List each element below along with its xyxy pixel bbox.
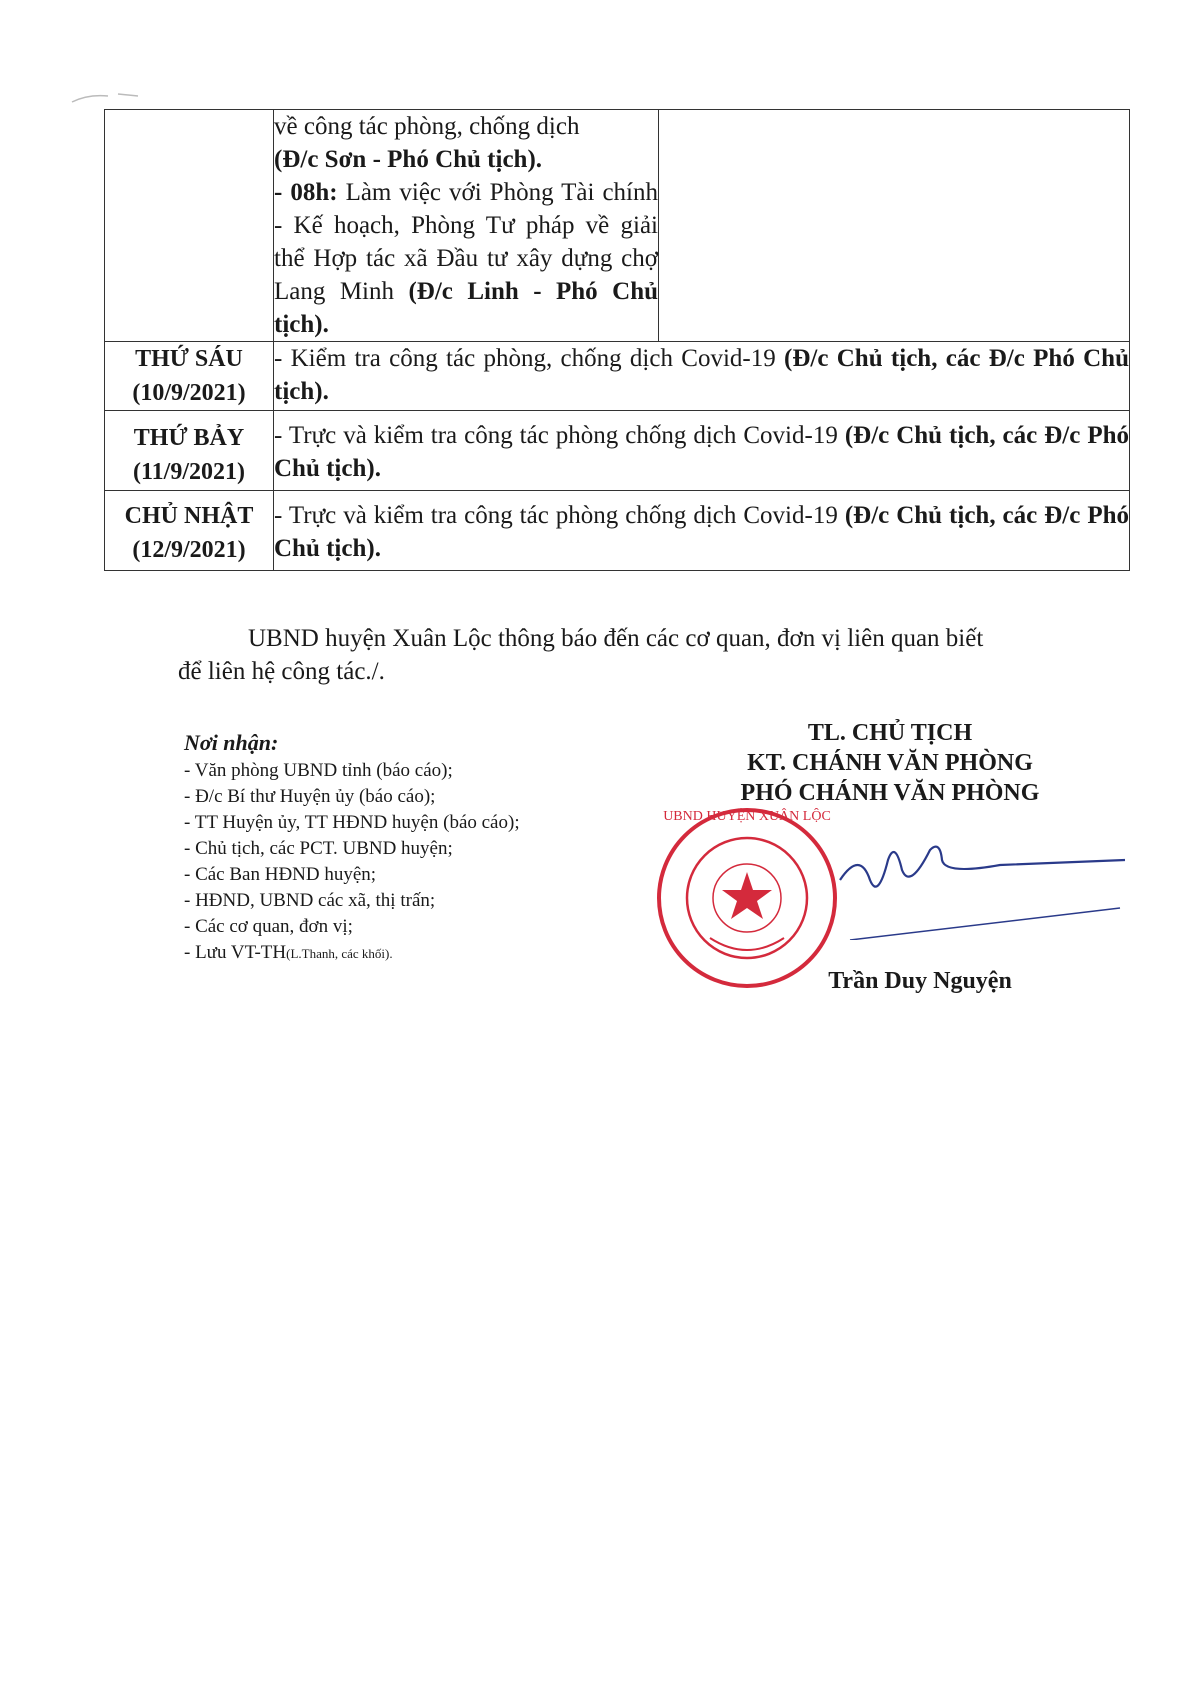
activity-text: - Trực và kiểm tra công tác phòng chống dịch Covid-19 (274, 422, 845, 449)
recipients-heading: Nơi nhận: (184, 730, 279, 755)
scan-mark (68, 88, 158, 108)
closing-notice (178, 622, 1098, 688)
recipient-item: - Văn phòng UBND tỉnh (báo cáo); (184, 760, 453, 781)
day-cell (105, 411, 274, 491)
assignee: (Đ/c Chủ tịch, các Đ/c Phó Chủ tịch). (274, 422, 1129, 482)
recipient-item: - Chủ tịch, các PCT. UBND huyện; (184, 838, 453, 859)
content-line (274, 176, 658, 341)
table-row (105, 342, 1130, 411)
assignee: (Đ/c Linh - Phó Chủ tịch). (274, 278, 659, 338)
signature-title: KT. CHÁNH VĂN PHÒNG (747, 750, 1033, 776)
recipient-item: - Đ/c Bí thư Huyện ủy (báo cáo); (184, 786, 436, 807)
day-name: THỨ SÁU (135, 346, 243, 372)
content-cell (274, 491, 1130, 571)
signature-title: TL. CHỦ TỊCH (807, 720, 973, 746)
content-cell (274, 342, 1130, 411)
content-cell (274, 110, 659, 342)
day-date: (10/9/2021) (132, 380, 246, 406)
day-date: (11/9/2021) (133, 459, 245, 485)
notice-line: để liên hệ công tác./. (178, 658, 385, 685)
assignee: (Đ/c Sơn - Phó Chủ tịch). (274, 146, 543, 173)
recipient-item: - Các cơ quan, đơn vị; (184, 916, 353, 937)
table-row (105, 491, 1130, 571)
content-line: về công tác phòng, chống dịch (274, 113, 580, 140)
signature-title: PHÓ CHÁNH VĂN PHÒNG (740, 780, 1040, 806)
signature-block (650, 718, 1130, 808)
day-date: (12/9/2021) (132, 537, 246, 563)
day-cell (105, 342, 274, 411)
recipient-item: - Các Ban HĐND huyện; (184, 864, 377, 885)
day-cell (105, 491, 274, 571)
recipient-item (184, 940, 604, 967)
table-row (105, 110, 1130, 342)
recipients-list (184, 728, 604, 967)
recipient-item-text: - Lưu VT-TH (184, 942, 287, 963)
content-cell (274, 411, 1130, 491)
notice-line: UBND huyện Xuân Lộc thông báo đến các cơ quan, đơn vị liên quan biết (248, 625, 984, 652)
handwritten-signature-icon (830, 820, 1130, 940)
seal-text: UBND HUYỆN XUÂN LỘC (663, 809, 831, 824)
activity-text: - Trực và kiểm tra công tác phòng chống dịch Covid-19 (274, 502, 845, 529)
recipient-item-note: (L.Thanh, các khối). (286, 946, 393, 961)
schedule-table (104, 109, 1130, 571)
day-cell-empty (105, 110, 274, 342)
time-label: - 08h: (274, 179, 338, 206)
recipient-item: - TT Huyện ủy, TT HĐND huyện (báo cáo); (184, 812, 520, 833)
assignee: (Đ/c Chủ tịch, các Đ/c Phó Chủ tịch). (274, 502, 1129, 562)
table-row (105, 411, 1130, 491)
activity-text: - Kiểm tra công tác phòng, chống dịch Covid-19 (274, 345, 785, 372)
day-name: CHỦ NHẬT (124, 503, 254, 529)
signer-name: Trần Duy Nguyện (828, 968, 1012, 994)
notes-cell (659, 110, 1130, 342)
recipient-item: - HĐND, UBND các xã, thị trấn; (184, 890, 436, 911)
activity-text: Làm việc với Phòng Tài chính - Kế hoạch, Phòng Tư pháp về giải thể Hợp tác xã Đầu tư xây dựng chợ Lang Minh (274, 179, 658, 305)
day-name: THỨ BẢY (133, 425, 245, 451)
assignee: (Đ/c Chủ tịch, các Đ/c Phó Chủ tịch). (274, 345, 1129, 405)
